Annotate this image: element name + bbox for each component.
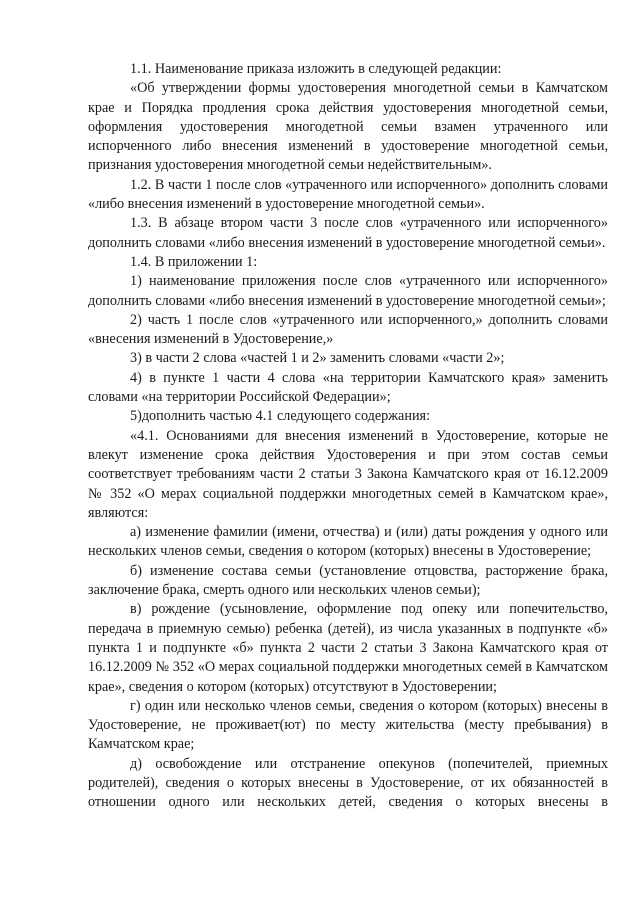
- paragraph-subitem-d: д) освобождение или отстранение опекунов (попечителей, приемных родителей), сведения о которых внесены в Удостоверение, от их обязанностей в отношении одного или нескольких детей, сведения о которых внесены в: [88, 755, 608, 811]
- paragraph-item-4: 4) в пункте 1 части 4 слова «на территории Камчатского края» заменить словами «на территории Российской Федерации»;: [88, 369, 608, 406]
- paragraph-subitem-g: г) один или несколько членов семьи, сведения о котором (которых) внесены в Удостоверение, не проживает(ют) по месту жительства (месту пребывания) в Камчатском крае;: [88, 697, 608, 753]
- paragraph-order-title: «Об утверждении формы удостоверения многодетной семьи в Камчатском крае и Порядка продления срока действия удостоверения многодетной семьи, оформления удостоверения многодетной семьи взамен утраченного или испорченного либо внесения изменений в удостоверение многодетной семьи, признания удостоверения многодетной семьи недействительным».: [88, 80, 608, 174]
- paragraph-item-1: 1) наименование приложения после слов «утраченного или испорченного» дополнить словами «либо внесения изменений в удостоверение многодетной семьи»;: [88, 273, 608, 309]
- paragraph-1-4: 1.4. В приложении 1:: [130, 253, 258, 270]
- paragraph-subitem-b: б) изменение состава семьи (установление отцовства, расторжение брака, заключение брака, смерть одного или нескольких членов семьи);: [88, 562, 608, 599]
- paragraph-subitem-a: а) изменение фамилии (имени, отчества) и (или) даты рождения у одного или нескольких членов семьи, сведения о котором (которых) внесены в Удостоверение;: [88, 524, 608, 560]
- paragraph-1-1: 1.1. Наименование приказа изложить в следующей редакции:: [130, 61, 502, 77]
- document-page: [88, 60, 608, 813]
- paragraph-1-2: 1.2. В части 1 после слов «утраченного или испорченного» дополнить словами «либо внесения изменений в удостоверение многодетной семьи».: [88, 176, 608, 213]
- paragraph-1-3: 1.3. В абзаце втором части 3 после слов «утраченного или испорченного» дополнить словами «либо внесения изменений в удостоверение многодетной семьи».: [88, 215, 608, 251]
- paragraph-part-4-1: «4.1. Основаниями для внесения изменений в Удостоверение, которые не влекут изменение срока действия Удостоверения и при этом состав семьи соответствует требованиям части 2 статьи 3 Закона Камчатского края от 16.12.2009 № 352 «О мерах социальной поддержки многодетных семей в Камчатском крае», являются:: [88, 427, 608, 521]
- paragraph-item-5: 5)дополнить частью 4.1 следующего содержания:: [130, 408, 431, 425]
- paragraph-item-2: 2) часть 1 после слов «утраченного или испорченного,» дополнить словами «внесения изменений в Удостоверение,»: [88, 311, 608, 348]
- paragraph-item-3: 3) в части 2 слова «частей 1 и 2» заменить словами «части 2»;: [130, 350, 505, 367]
- paragraph-subitem-v: в) рождение (усыновление, оформление под опеку или попечительство, передача в приемную семью) ребенка (детей), из числа указанных в подпункте «б» пункта 1 и подпункте «б» пункта 2 части 2 статьи 3 Закона Камчатского края от 16.12.2009 № 352 «О мерах социальной поддержки многодетных семей в Камчатском крае», сведения о котором (которых) отсутствуют в Удостоверении;: [88, 601, 608, 695]
